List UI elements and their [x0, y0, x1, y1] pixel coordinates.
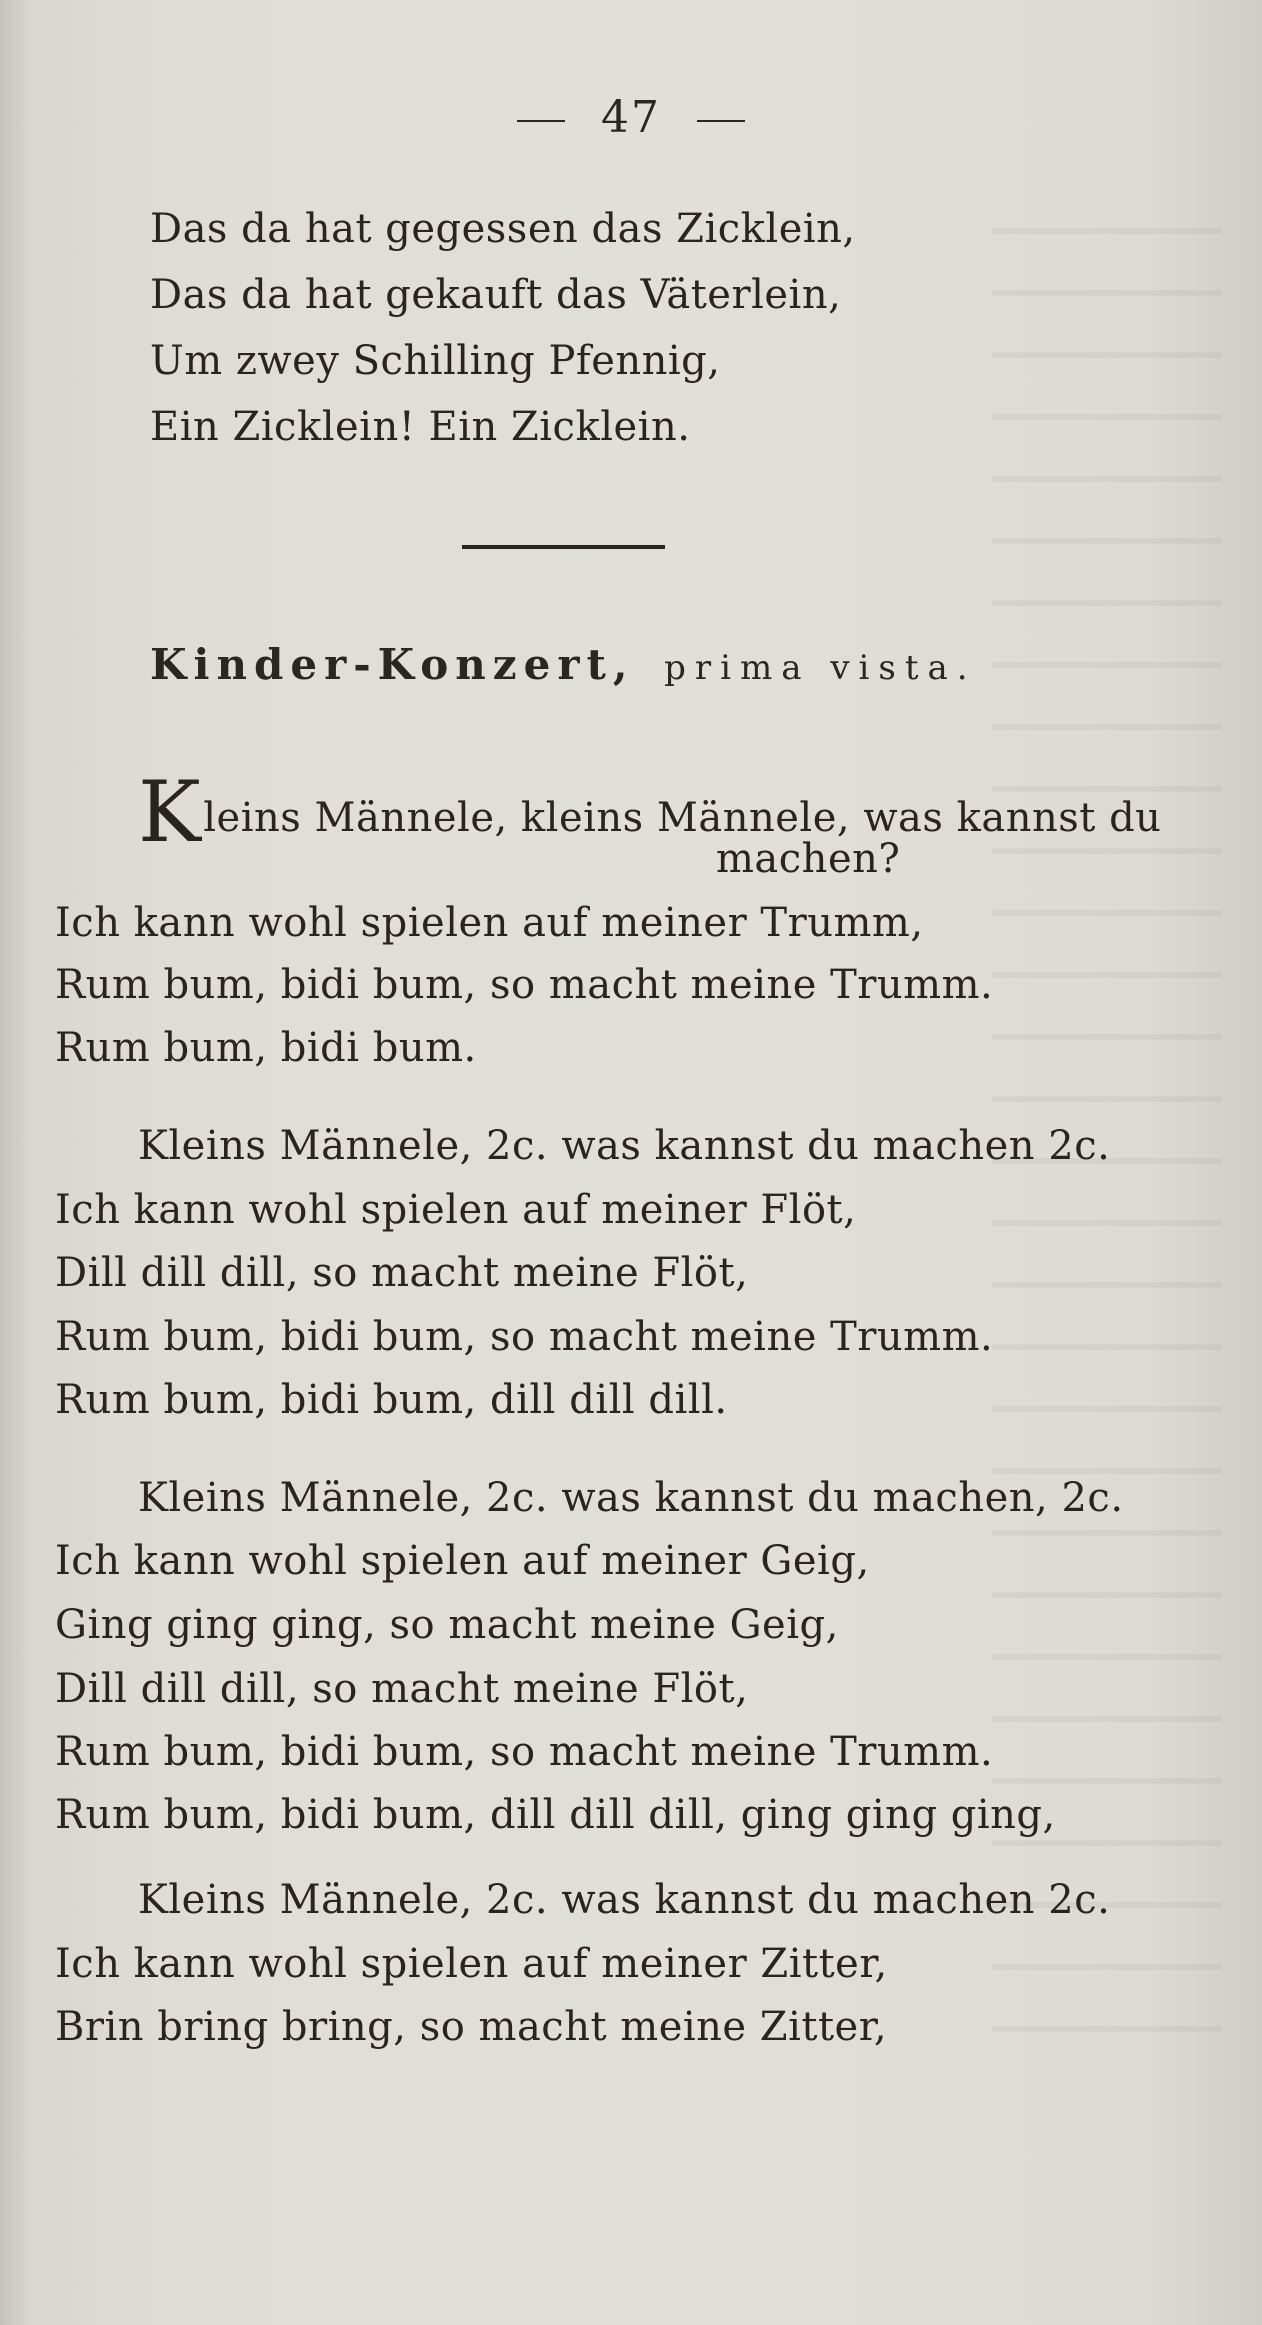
- stanza2-line: Kleins Männele, 2c. was kannst du machen 2c.: [138, 1123, 1111, 1169]
- stanza1-first-line-rest: leins Männele, kleins Männele, was kannst du: [203, 795, 1162, 841]
- poem-title-main: Kinder-Konzert,: [150, 640, 635, 689]
- stanza3-line: Ging ging ging, so macht meine Geig,: [55, 1602, 839, 1648]
- stanza4-line: Kleins Männele, 2c. was kannst du machen 2c.: [138, 1877, 1111, 1923]
- stanza3-line: Rum bum, bidi bum, dill dill dill, ging ging ging,: [55, 1792, 1056, 1838]
- stanza3-line: Dill dill dill, so macht meine Flöt,: [55, 1666, 749, 1712]
- poem-title-subtitle: prima vista.: [664, 648, 977, 688]
- page-number-value: 47: [601, 92, 661, 143]
- stanza1-line: Rum bum, bidi bum.: [55, 1025, 477, 1071]
- stanza2-line: Rum bum, bidi bum, so macht meine Trumm.: [55, 1314, 994, 1360]
- page-number: [0, 92, 1262, 143]
- stanza2-line: Rum bum, bidi bum, dill dill dill.: [55, 1377, 728, 1423]
- section-divider: [462, 545, 665, 549]
- poem-title: [150, 640, 977, 689]
- stanza4-line: Brin bring bring, so macht meine Zitter,: [55, 2004, 888, 2050]
- top-stanza-line: Ein Zicklein! Ein Zicklein.: [150, 404, 691, 450]
- stanza2-line: Ich kann wohl spielen auf meiner Flöt,: [55, 1187, 857, 1233]
- top-stanza-line: Das da hat gekauft das Väterlein,: [150, 272, 842, 318]
- drop-cap: K: [138, 763, 202, 861]
- stanza1-line: Ich kann wohl spielen auf meiner Trumm,: [55, 900, 924, 946]
- top-stanza-line: Um zwey Schilling Pfennig,: [150, 338, 721, 384]
- stanza2-line: Dill dill dill, so macht meine Flöt,: [55, 1250, 749, 1296]
- stanza3-line: Rum bum, bidi bum, so macht meine Trumm.: [55, 1729, 994, 1775]
- stanza3-line: Kleins Männele, 2c. was kannst du machen, 2c.: [138, 1475, 1124, 1521]
- stanza4-line: Ich kann wohl spielen auf meiner Zitter,: [55, 1941, 888, 1987]
- dash-right: [697, 120, 745, 122]
- dash-left: [517, 120, 565, 122]
- stanza1-first-line-cont: machen?: [716, 836, 901, 882]
- stanza3-line: Ich kann wohl spielen auf meiner Geig,: [55, 1538, 870, 1584]
- stanza1-line: Rum bum, bidi bum, so macht meine Trumm.: [55, 962, 994, 1008]
- top-stanza-line: Das da hat gegessen das Zicklein,: [150, 206, 856, 252]
